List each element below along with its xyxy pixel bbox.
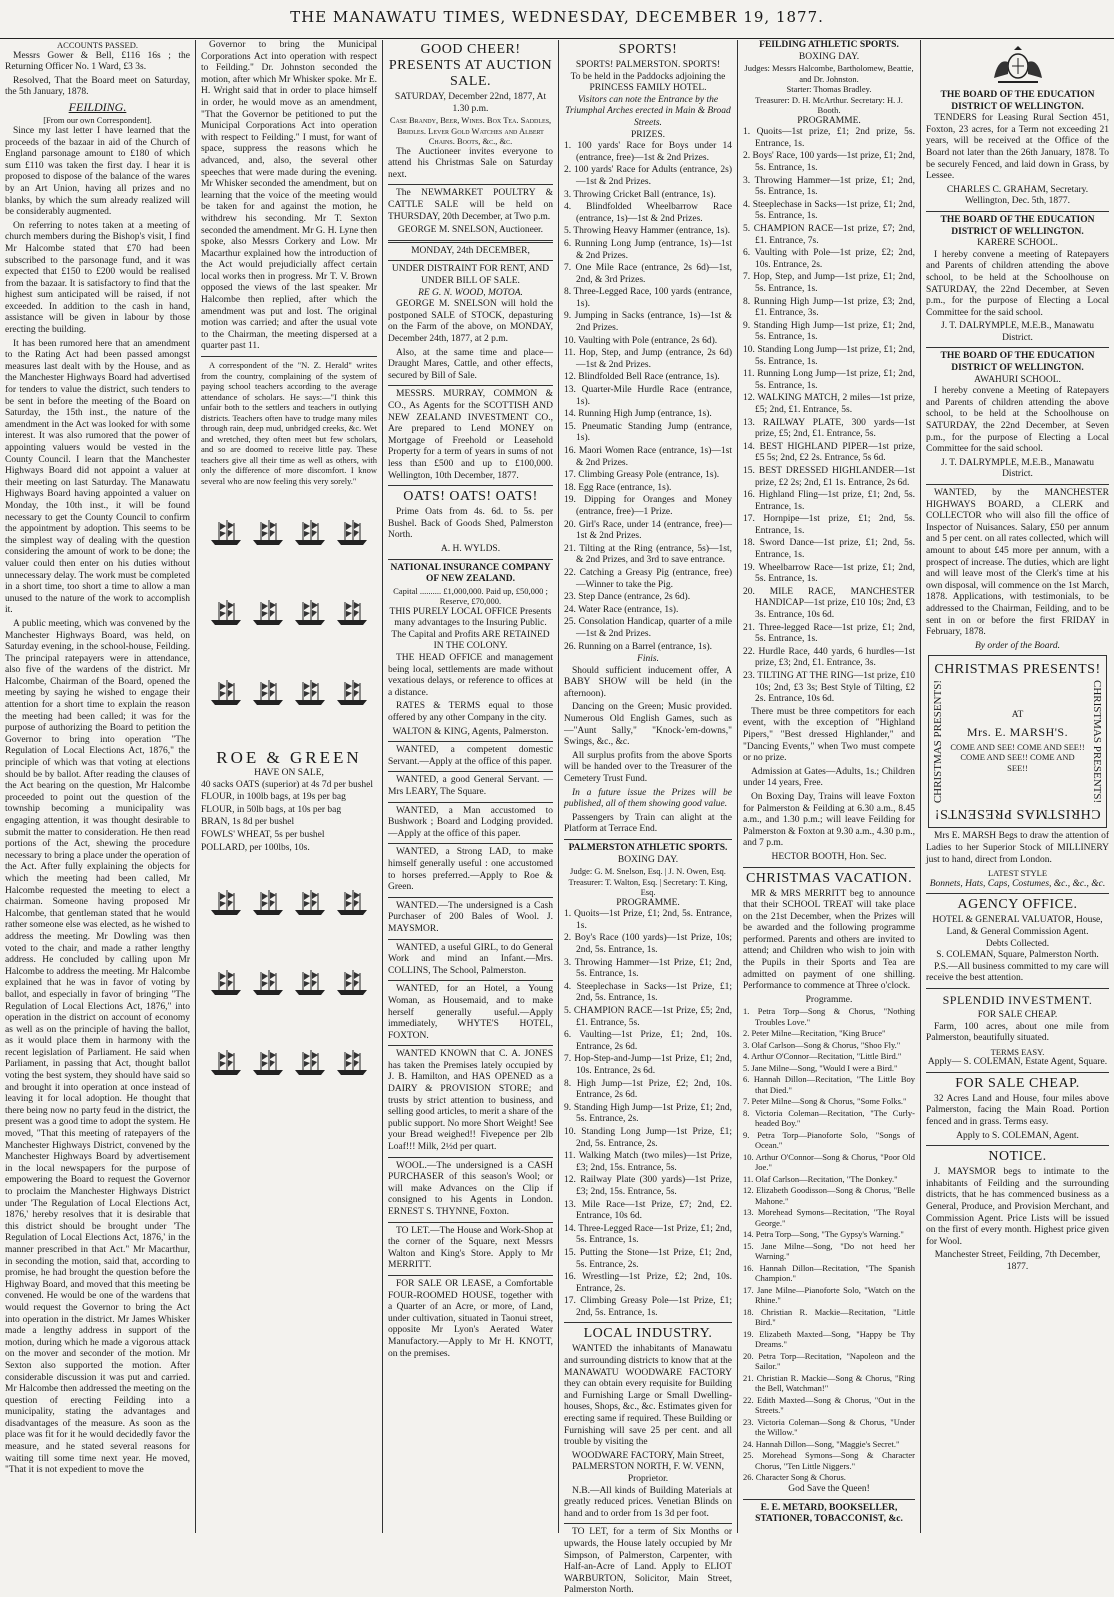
xp-name: Mrs. E. MARSH'S. <box>966 724 1069 739</box>
ship-icon <box>251 518 285 548</box>
divider <box>388 843 553 844</box>
ship-icon <box>293 678 327 708</box>
splendid-sub: FOR SALE CHEAP. <box>977 1009 1058 1020</box>
list-item: 15. BEST DRESSED HIGHLANDER—1st prize, £2 2s; 2nd, £1 1s. Entrance, 2s 6d. <box>743 465 915 488</box>
list-item: 13. Morehead Symons—Recitation, "The Royal George." <box>743 1207 915 1228</box>
roe-green-title: ROE & GREEN <box>216 748 362 768</box>
list-item: 14. Running High Jump (entrance, 1s). <box>564 409 712 420</box>
rates-text: RATES & TERMS equal to those offered by any other Company in the city. <box>388 701 553 724</box>
ship-icon <box>251 968 285 998</box>
board-sig: CHARLES C. GRAHAM, Secretary. Wellington, Dec. 5th, 1877. <box>946 184 1089 207</box>
good-cheer-note: The Auctioneer invites everyone to attend his Christmas Sale on Saturday next. <box>388 146 553 180</box>
wanted-ad: WANTED, a useful GIRL, to do General Work and mind an Infant.—Mrs. COLLINS, The School, Palmerston. <box>388 942 553 976</box>
divider <box>564 839 732 840</box>
surplus-text: All surplus profits from the above Sports will be handed over to the Treasurer of the Cemetery Trust Fund. <box>564 750 732 785</box>
list-item: 3. Throwing Hammer—1st prize, £1; 2nd, 5s. Entrance, 1s. <box>743 175 915 198</box>
article-para: Governor to bring the Municipal Corporations Act into operation with respect to Feilding." Dr. Johnston seconded the motion, after which Mr Whisker spoke. Mr E. H. Wright said that in order to place himself in order, he would move as an amendment, "That the Governor be petitioned to put the Municipal Corporations Act into operation with respect to Feilding." I must, for want of space, suppress the reasons which he advanced, and, also, the several other speeches that were made during the evening. Mr Whisker seconded the amendment, but on learning that the voice of the meeting would be taken for and against the motion, he withdrew his seconding. Mr T. Sexton seconded the amendment. Mr G. H. Lyne then spoke, also Messrs Corkery and Low. Mr Macarthur explained how the introduction of the Act would prejudicially affect certain local works then in progress. Mr T. V. Brown opposed the views of the last speaker. Mr Halcombe then replied, after which the amendment was put and lost. The original motion was carried; and after the usual vote to the Chairman, the meeting dispersed at a quarter past 11. <box>201 40 377 352</box>
list-item: 24. Water Race (entrance, 1s). <box>564 604 679 615</box>
xmas-vacation-heading: CHRISTMAS VACATION. <box>745 870 913 886</box>
royal-crest-icon <box>988 44 1048 86</box>
column-2 <box>196 40 382 1533</box>
list-item: 19. Wheelbarrow Race—1st prize, £1; 2nd, 5s. Entrance, 1s. <box>743 562 915 585</box>
distraint-line: UNDER DISTRAINT FOR RENT, AND UNDER BILL OF SALE. <box>391 264 550 287</box>
fas-list <box>743 127 915 706</box>
list-item: 5. CHAMPION RACE—1st Prize, £5; 2nd, £1. Entrance, 5s. <box>564 1006 732 1028</box>
list-item: 17. Climbing Greasy Pole—1st Prize, £1; 2nd, 5s. Entrance, 1s. <box>564 1296 732 1318</box>
list-item: 11. Olaf Carlson—Recitation, "The Donkey." <box>743 1173 898 1184</box>
divider <box>388 260 553 261</box>
coleman-sig: S. COLEMAN, Square, Palmerston North. <box>936 950 1099 961</box>
ship-icon <box>251 888 285 918</box>
roe-green-list <box>201 780 377 855</box>
ships-illustration <box>201 488 377 1108</box>
correspondent-line: [From our own Correspondent]. <box>43 115 152 126</box>
sports-heading: SPORTS! <box>618 42 678 57</box>
divider <box>564 1322 732 1323</box>
list-item: 19. Elizabeth Maxted—Song, "Happy be Thy Dreams." <box>743 1328 915 1350</box>
divider <box>388 184 553 185</box>
list-item: 14. Petra Torp—Song, "The Gypsy's Warning." <box>743 1229 904 1240</box>
agency-heading: AGENCY OFFICE. <box>957 897 1078 913</box>
board-text: I hereby convene a meeting of Ratepayers and Parents of children attending the above school, to be held at the Schoolhouse on SATURDAY, the 22nd December, at Seven p.m., for the purpose of Electing a Local Committee for the said school. <box>926 249 1109 318</box>
list-item: 10. Arthur O'Connor—Song & Chorus, "Poor Old Joe." <box>743 1151 915 1173</box>
sports-sub: SPORTS! PALMERSTON. SPORTS! <box>575 60 721 70</box>
sports-held: To be held in the Paddocks adjoining the PRINCESS FAMILY HOTEL. <box>570 71 726 94</box>
pas-programme: PROGRAMME. <box>616 897 680 908</box>
agency-text: HOTEL & GENERAL VALUATOR, House, Land, & General Commission Agent. <box>932 915 1103 937</box>
list-item: 16. Maori Women Race (entrance, 1s)—1st & 2nd Prizes. <box>564 446 732 468</box>
list-item: 7. Peter Milne—Song & Chorus, "Some Folks." <box>743 1096 907 1107</box>
pas-list <box>564 909 732 1319</box>
column-6 <box>921 40 1114 1533</box>
list-item: 15. Jane Milne—Song, "Do not heed her Warning." <box>743 1240 915 1262</box>
divider <box>743 1499 915 1500</box>
walton-sig: WALTON & KING, Agents, Palmerston. <box>392 726 549 737</box>
marsh-ad: Mrs E. MARSH Begs to draw the attention of Ladies to her Superior Stock of MILLINERY just to hand, direct from London. <box>926 831 1109 865</box>
splendid-text: Farm, 100 acres, about one mile from Palmerston, beautifully situated. <box>926 1021 1109 1044</box>
divider <box>388 1275 553 1276</box>
list-item: 15. Pneumatic Standing Jump (entrance, 1s). <box>564 421 732 444</box>
monday-line: MONDAY, 24th DECEMBER, <box>411 245 530 256</box>
roe-green-sub: HAVE ON SALE, <box>254 768 324 779</box>
ps-text: P.S.—All business committed to my care will receive the best attention. <box>926 961 1109 984</box>
list-item: 9. Standing High Jump—1st Prize, £1; 2nd, 5s. Entrance, 2s. <box>564 1102 732 1125</box>
masthead: THE MANAWATU TIMES, WEDNESDAY, DECEMBER 19, 1877. <box>0 0 1114 39</box>
list-item: 14. Three-Legged Race—1st Prize, £1; 2nd, 5s. Entrance, 1s. <box>564 1223 732 1246</box>
list-item: 8. Running High Jump—1st prize, £3; 2nd, £1. Entrance, 3s. <box>743 296 915 319</box>
ship-icon <box>251 678 285 708</box>
xp-inverted: CHRISTMAS PRESENTS! <box>934 806 1101 822</box>
board-heading: THE BOARD OF THE EDUCATION DISTRICT OF WELLINGTON. <box>940 214 1095 237</box>
list-item: 3. Throwing Cricket Ball (entrance, 1s). <box>564 189 716 200</box>
list-item: 9. Standing High Jump—1st prize, £1; 2nd, 5s. Entrance, 1s. <box>743 320 915 343</box>
list-item: 16. Highland Fling—1st prize, £1; 2nd, 5s. Entrance, 1s. <box>743 490 915 512</box>
pas-boxing: BOXING DAY. <box>617 854 679 865</box>
list-item: 17. Jane Milne—Pianoforte Solo, "Watch on the Rhine." <box>743 1284 915 1306</box>
divider <box>388 1222 553 1223</box>
fas-admission: Admission at Gates—Adults, 1s.; Children under 14 years, Free. <box>743 766 915 789</box>
local-industry-text: WANTED the inhabitants of Manawatu and surrounding districts to know that at the MANAWATU WOODWARE FACTORY they can obtain every requisite for Building and Furnishing Large or Small Dwelling-houses, Shops, &c., &c. Estimates given for erecting same if required. These Building or Furnishing will save 25 per cent. and all trouble by visiting the <box>564 1344 732 1448</box>
column-4 <box>559 40 737 1596</box>
list-item: BRAN, 1s 8d per bushel <box>201 817 295 828</box>
list-item: 2. 100 yards' Race for Adults (entrance, 2s)—1st & 2nd Prizes. <box>564 165 732 187</box>
ship-icon <box>335 1048 369 1078</box>
list-item: 17. Climbing Greasy Pole (entrance, 1s). <box>564 470 720 481</box>
xmas-vacation-text: MR & MRS MERRITT beg to announce that their SCHOOL TREAT will take place on the 21st December, when the Prizes will be awarded and the following programme performed. Parents and others are invited to attend; and Children who wish to join with the Pupils in their Sports and Tea are admitted on payment of one shilling. Performance to commence at Three o'clock. <box>743 888 915 992</box>
good-cheer-title: GOOD CHEER! PRESENTS AT AUCTION SALE. <box>388 42 553 89</box>
divider <box>388 802 553 803</box>
list-item: FOWLS' WHEAT, 5s per bushel <box>201 830 325 840</box>
list-item: 22. Catching a Greasy Pig (entrance, free)—Winner to take the Pig. <box>564 567 732 590</box>
board-sig: J. T. DALRYMPLE, M.E.B., Manawatu District. <box>941 457 1094 480</box>
list-item: 4. Blindfolded Wheelbarrow Race (entrance, 1s)—1st & 2nd Prizes. <box>564 202 732 224</box>
pas-heading: PALMERSTON ATHLETIC SPORTS. <box>568 843 728 853</box>
list-item: 13. RAILWAY PLATE, 300 yards—1st prize, £5; 2nd, £1. Entrance, 5s. <box>743 417 915 440</box>
notice-heading: NOTICE. <box>988 1149 1047 1165</box>
future-text: In a future issue the Prizes will be published, all of them showing good value. <box>564 787 732 810</box>
notice-text: J. MAYSMOR begs to intimate to the inhabitants of Feilding and the surrounding districts, that he has commenced business as a General, Produce, and Provision Merchant, and Commission Agent. Price Lists will be issued on the first of every month. Highest price given for Wool. <box>926 1167 1109 1247</box>
murray-ad: MESSRS. MURRAY, COMMON & CO., As Agents for the SCOTTISH AND NEW ZEALAND INVESTMENT CO., Are prepared to Lend MONEY on Mortgage of Freehold or Leasehold Property for a term of years in sums of not less than £500 and up to £100,000. Wellington, 10th December, 1877. <box>388 389 553 481</box>
article-para: Since my last letter I have learned that the proceeds of the bazaar in aid of the Church of England parsonage amount to £180 of which sum £110 was taken the first day. I hear it is proposed to dispose of the balance of the wares by an Art Union, having all prizes and no blanks, by which the sum already realized will be considerably augmented. <box>5 125 190 218</box>
ship-icon <box>293 1048 327 1078</box>
roe-green-ad <box>201 748 377 855</box>
wanted-ad: WANTED, for an Hotel, a Young Woman, as Housemaid, and to make herself generally useful.—Apply immediately, WHYTE'S HOTEL, FOXTON. <box>388 984 553 1041</box>
splendid-apply: Apply— S. COLEMAN, Estate Agent, Square. <box>927 1057 1108 1068</box>
list-item: 12. Blindfolded Bell Race (entrance, 1s). <box>564 372 720 383</box>
notice-sig: Manchester Street, Feilding, 7th December, 1877. <box>934 1250 1101 1272</box>
splendid-heading: SPLENDID INVESTMENT. <box>942 992 1093 1007</box>
newmarket-text: The NEWMARKET POULTRY & CATTLE SALE will be held on THURSDAY, 20th December, at Two p.m. <box>388 188 553 222</box>
list-item: 12. Elizabeth Goodisson—Song & Chorus, "Belle Mahone." <box>743 1185 915 1206</box>
accounts-heading: ACCOUNTS PASSED. <box>57 40 138 50</box>
sports-visitors: Visitors can note the Entrance by the Triumphal Arches erected in Main & Broad Streets. <box>565 94 731 128</box>
fsc-heading: FOR SALE CHEAP. <box>955 1075 1080 1091</box>
list-item: 24. Hannah Dillon—Song, "Maggie's Secret." <box>743 1438 900 1449</box>
wylds-sig: A. H. WYLDS. <box>440 543 501 554</box>
ship-icon <box>335 518 369 548</box>
list-item: 10. Standing Long Jump—1st Prize, £1; 2nd, 5s. Entrance, 2s. <box>564 1126 732 1149</box>
list-item: 22. Hurdle Race, 440 yards, 6 hurdles—1st prize, £3; 2nd, £1. Entrance, 3s. <box>743 646 915 669</box>
list-item: 25. Morehead Symons—Song & Character Chorus, "Ten Little Niggers." <box>743 1450 915 1471</box>
ship-icon <box>293 598 327 628</box>
ship-icon <box>293 888 327 918</box>
list-item: 12. WALKING MATCH, 2 miles—1st prize, £5; 2nd, £1. Entrance, 5s. <box>743 393 915 415</box>
ship-icon <box>209 968 243 998</box>
wanted-ad: WANTED.—The undersigned is a Cash Purchaser of 200 Bales of Wool. J. MAYSMOR. <box>388 900 553 934</box>
prog-list <box>743 1006 915 1483</box>
list-item: FLOUR, in 100lb bags, at 19s per bag <box>201 792 346 803</box>
clerk-sig: By order of the Board. <box>974 640 1061 651</box>
divider <box>201 356 377 357</box>
head-office-text: THE HEAD OFFICE and management being local, settlements are made without vexatious delays, or reference to offices at a distance. <box>388 653 553 698</box>
also-text: Also, at the same time and place—Draught Mares, Cattle, and other effects, secured by Bill of Sale. <box>388 347 553 381</box>
list-item: 6. Vaulting—1st Prize, £1; 2nd, 10s. Entrance, 2s 6d. <box>564 1030 732 1052</box>
list-item: 5. Throwing Heavy Hammer (entrance, 1s). <box>564 226 731 237</box>
divider <box>743 867 915 868</box>
article-para: A public meeting, which was convened by the Manchester Highways Board, was held, on Saturday evening, in the school-house, Feilding. The principal ratepayers were in attendance, also five of the wardens of the district. Mr Halcombe, Chairman of the Board, opened the meeting by saying he wished to engage their attention for a short time to explain the reason the meeting had been called; it was for the purpose of authorizing the Board to petition the Governor to bring into operation "The Regulation of Local Elections Act, 1876," the principle of which was that voting at elections should be by ballot. After reading the clauses of the Act bearing on the question, Mr Halcombe proceeded to point out the question of the township becoming a municipality was engaging attention, it was thought desirable to submit the matter to consideration. He then read portions of the Act, shewing the procedure necessary to bring a place under the operation of the Act. After fully explaining the objects for which the meeting had been called, Mr Halcombe requested the meeting to elect a chairman. Someone having proposed Mr Halcombe, that gentleman stated that he would rather someone else was elected, as he wished to address the meeting. Mr Dowling was then voted to the chair, and made a rather lengthy address. He concluded by calling upon Mr Halcombe to address the meeting. Mr Halcombe explained that he was in favor of voting by ballot, and especially in favor of bringing "The Regulation of Local Elections Act, 1876," into operation in the district on account of economy as well as on the principle of having the ballot, as it would place them in harmony with the recent legislation of Parliament. He said when Parliament, in passing that Act, thought ballot voting the best system, they should have said so and brought it into operation at once instead of leaving it for local adoption. He thought that there being now no party feud in the district, the present was a good time to adopt the system. He moved, "That this meeting of ratepayers of the Manchester Highways District, convened by the Manchester Highways Board by advertisement in the local newspapers for the purpose of empowering the Board to request the Governor to proclaim the Manchester Highways District under 'The Regulation of Local Elections Act, 1876,' hereby resolves that it is desirable that this district should be brought under 'The Regulation of Local Elections Act, 1876,' in the manner prescribed in that Act." Mr Macarthur, in seconding the motion, said that, according to promise, he had brought the question before the Highway Board, and moved that this meeting be convened. He would be one of the wardens that would request the Governor to bring the Act into operation in the district. Mr James Whisker made a lengthy address in support of the motion, during which he made a vigorous attack on the mover and seconder of the motion. Mr Sexton also supported the motion. After considerable discussion it was put and carried. Mr Halcombe then addressed the meeting on the question of erecting Feilding into a municipality, stating the advantages and disadvantages of the measure. As soon as the place was fit for it he would decidedly favor the measure, and he stated several reasons for waiting till some time next year. He moved, "That it is not expedient to move the <box>5 618 190 1476</box>
list-item: 2. Boy's Race (100 yards)—1st Prize, 10s; 2nd, 5s. Entrance, 1s. <box>564 933 732 956</box>
list-item: 25. Consolation Handicap, quarter of a mile—1st & 2nd Prizes. <box>564 617 732 639</box>
list-item: 2. Peter Milne—Recitation, "King Bruce" <box>743 1028 886 1039</box>
school-name: KARERE SCHOOL. <box>977 238 1058 249</box>
list-item: 11. Running Long Jump—1st prize, £1; 2nd, 5s. Entrance, 1s. <box>743 369 915 391</box>
xp-heading: CHRISTMAS PRESENTS! <box>934 662 1101 678</box>
list-item: FLOUR, in 50lb bags, at 10s per bag <box>201 804 342 815</box>
list-item: 6. Vaulting with Pole—1st prize, £2; 2nd, 10s. Entrance, 2s. <box>743 248 915 270</box>
list-item: 23. Step Dance (entrance, 2s 6d). <box>564 592 691 603</box>
list-item: 20. Girl's Race, under 14 (entrance, free)—1st & 2nd Prizes. <box>564 519 732 542</box>
list-item: 26. Character Song & Chorus. <box>743 1472 846 1483</box>
ship-icon <box>335 678 369 708</box>
divider <box>388 939 553 940</box>
list-item: 1. Quoits—1st prize, £1; 2nd prize, 5s. Entrance, 1s. <box>743 127 915 149</box>
xp-come1: COME AND SEE! COME AND SEE!! <box>950 741 1085 752</box>
baby-show: Should sufficient inducement offer, A BABY SHOW will be held (in the afternoon). <box>564 665 732 699</box>
re-line: RE G. N. WOOD, MOTOA. <box>418 287 523 298</box>
gms-text: GEORGE M. SNELSON will hold the postponed SALE of STOCK, depasturing on the Farm of the above, on MONDAY, December 24th, 1877, at 2 p.m. <box>388 299 553 344</box>
capital-line: Capital .......... £1,000,000. Paid up, £50,000 ; Reserve, £70,000. <box>393 585 548 607</box>
list-item: 6. Running Long Jump (entrance, 1s)—1st & 2nd Prizes. <box>564 238 732 261</box>
board-heading: THE BOARD OF THE EDUCATION DISTRICT OF WELLINGTON. <box>940 90 1095 112</box>
divider <box>388 385 553 386</box>
list-item: 18. Sword Dance—1st prize, £1; 2nd, 5s. Entrance, 1s. <box>743 538 915 561</box>
feilding-title: FEILDING. <box>68 99 127 114</box>
divider <box>926 1072 1109 1073</box>
list-item: 7. Hop-Step-and-Jump—1st Prize, £1; 2nd, 10s. Entrance, 2s 6d. <box>564 1054 732 1076</box>
prizes-heading: PRIZES. <box>630 129 666 140</box>
divider <box>926 211 1109 212</box>
accounts-text: Messrs Gower & Bell, £116 16s ; the Returning Officer No. 1 Ward, £3 3s. <box>5 50 190 73</box>
christmas-presents-box <box>928 655 1107 828</box>
list-item: 20. Petra Torp—Recitation, "Napoleon and the Sailor." <box>743 1350 915 1372</box>
wanted-ad: FOR SALE OR LEASE, a Comfortable FOUR-ROOMED HOUSE, together with a Quarter of an Acre, or more, of Land, under cultivation, situated in Taonui street, opposite Mr Lyon's Aerated Water Manufactory.—Apply to Mr H. KNOTT, on the premises. <box>388 1278 553 1359</box>
insurance-heading: NATIONAL INSURANCE COMPANY OF NEW ZEALAND. <box>390 562 551 585</box>
ship-icon <box>209 678 243 708</box>
list-item: POLLARD, per 100lbs, 10s. <box>201 842 310 853</box>
list-item: 11. Walking Match (two miles)—1st Prize, £3; 2nd, 15s. Entrance, 5s. <box>564 1151 732 1173</box>
board-sig: J. T. DALRYMPLE, M.E.B., Manawatu District. <box>941 321 1094 343</box>
list-item: 4. Arthur O'Connor—Recitation, "Little Bird." <box>743 1051 902 1062</box>
woodware-sig: WOODWARE FACTORY, Main Street, PALMERSTON NORTH, F. W. VENN, Proprietor. <box>571 1450 725 1484</box>
fas-boxing: BOXING DAY. <box>798 51 860 62</box>
finis: Finis. <box>637 654 659 665</box>
debts-collected: Debts Collected. <box>985 938 1050 949</box>
ship-icon <box>293 968 327 998</box>
board-text: I hereby convene a Meeting of Ratepayers and Parents of children attending the above school, to be held at the Schoolhouse on SATURDAY, the 22nd December, at Seven p.m., for the purpose of Electing a Local Committee for the said school. <box>926 386 1109 455</box>
list-item: 4. Steeplechase in Sacks—1st prize, £1; 2nd, 5s. Entrance, 1s. <box>743 199 915 222</box>
list-item: 8. High Jump—1st Prize, £2; 2nd, 10s. Entrance, 2s 6d. <box>564 1078 732 1101</box>
retained-text: The Capital and Profits ARE RETAINED IN THE COLONY. <box>391 629 550 652</box>
list-item: 23. TILTING AT THE RING—1st prize, £10 10s; 2nd, £3 3s; Best Style of Tilting, £2 2s. Entrance, 10s 6d. <box>743 671 915 705</box>
column-1 <box>0 40 195 1533</box>
list-item: 40 sacks OATS (superior) at 4s 7d per bushel <box>201 779 374 790</box>
ship-icon <box>209 888 243 918</box>
list-item: 7. One Mile Race (entrance, 2s 6d)—1st, 2nd, & 3rd Prizes. <box>564 263 732 285</box>
ship-icon <box>335 968 369 998</box>
divider <box>388 897 553 898</box>
list-item: 1. Petra Torp—Song & Chorus, "Nothing Troubles Love." <box>743 1006 915 1027</box>
list-item: 4. Steeplechase in Sacks—1st Prize, £1; 2nd, 5s. Entrance, 1s. <box>564 981 732 1004</box>
xp-at: AT <box>1011 710 1024 721</box>
good-cheer-items: Case Brandy, Beer, Wines. Box Tea. Saddles, Bridles. Lever Gold Watches and Albert Chains. Boots, &c., &c. <box>389 115 552 147</box>
metard-ad: E. E. METARD, BOOKSELLER, STATIONER, TOBACCONIST, &c. <box>755 1502 903 1525</box>
column-3 <box>383 40 558 1533</box>
list-item: 21. Christian R. Mackie—Song & Chorus, "Ring the Bell, Watchman!" <box>743 1372 915 1394</box>
wanted-ad: WANTED KNOWN that C. A. JONES has taken the Premises lately occupied by J. B. Hamilton, and HAS OPENED as a DAIRY & PROVISION STORE; and trusts by strict attention to business, and selling good articles, to merit a share of the public support. No more Short Weight! See your Bread weighed!! Fivepence per 2lb Loaf!!! Milk, 2½d per quart. <box>388 1049 553 1153</box>
board-text: TENDERS for Leasing Rural Section 451, Foxton, 23 acres, for a Term not exceeding 21 years, will be received at the Office of the Board not later than the 26th January, 1878. To be securely Fenced, and laid down in Grass, by Lessee. <box>926 113 1109 182</box>
dancing-text: Dancing on the Green; Music provided. Numerous Old English Games, such as—"Aunt Sally," "Knock-'em-downs," Swings, &c., &c. <box>564 702 732 748</box>
herald-para: A correspondent of the "N. Z. Herald" writes from the country, complaining of the system of paying school teachers according to the average attendance of scholars. He says:—"I think this unfair both to the settlers and teachers in outlying districts. Teachers often have to trudge many miles through rain, deep mud, unbridged creeks, &c. Wet and wretched, they often meet but few scholars, and so are doomed to receive little pay. These teachers give all their time as well as others, with only the difference of more discomfort. I know several who are now feeling this very sorely." <box>201 360 377 486</box>
prizes-list <box>564 141 732 653</box>
ship-icon <box>209 1048 243 1078</box>
ship-icon <box>251 1048 285 1078</box>
list-item: 16. Hannah Dillon—Recitation, "The Spanish Champion." <box>743 1262 915 1284</box>
wanted-ad: WANTED, a Man accustomed to Bushwork ; Board and Lodging provided.—Apply at the office of this paper. <box>388 805 553 839</box>
list-item: 9. Jumping in Sacks (entrance, 1s)—1st & 2nd Prizes. <box>564 311 732 334</box>
list-item: 14. BEST HIGHLAND PIPER—1st prize, £5 5s; 2nd, £2 2s. Entrance, 5s 6d. <box>743 441 915 464</box>
oats-text: Prime Oats from 4s. 6d. to 5s. per Bushel. Back of Goods Shed, Palmerston North. <box>388 507 553 541</box>
local-industry-heading: LOCAL INDUSTRY. <box>583 1326 713 1342</box>
clerk-wanted: WANTED, by the MANCHESTER HIGHWAYS BOARD, a CLERK and COLLECTOR who will also fill the office of Inspector of Nuisances. Salary, £50 per annum and 5 per cent. on all rates collected, which will amount to about £45 more per annum, with a prospect of increase. The duties, which are light and will leave most of the Clerk's time at his own disposal, will commence on the 1st March, 1878. Applications, with testimonials, to be addressed to the Chairman, Feilding, and to be sent in on or before the first FRIDAY in February, 1878. <box>926 488 1109 638</box>
list-item: 7. Hop, Step, and Jump—1st prize, £1; 2nd, 5s. Entrance, 1s. <box>743 272 915 294</box>
nb-text: N.B.—All kinds of Building Materials at greatly reduced prices. Venetian Blinds on hand and to order from 1s 3d per foot. <box>564 1485 732 1519</box>
fas-programme: PROGRAMME. <box>797 115 861 126</box>
list-item: 18. Egg Race (entrance, 1s). <box>564 482 672 493</box>
divider <box>926 988 1109 989</box>
list-item: 15. Putting the Stone—1st Prize, £1; 2nd, 5s. Entrance, 2s. <box>564 1247 732 1270</box>
column-5 <box>738 40 920 1533</box>
list-item: 26. Running on a Barrel (entrance, 1s). <box>564 641 712 652</box>
divider <box>388 771 553 772</box>
divider <box>388 240 553 243</box>
list-item: 13. Mile Race—1st Prize, £7; 2nd, £2. Entrance, 10s 6d. <box>564 1199 732 1222</box>
fas-heading: FEILDING ATHLETIC SPORTS. <box>759 40 899 50</box>
fsc-text: 32 Acres Land and House, four miles above Palmerston, facing the Main Road. Portion fenced and in grass. Terms easy. <box>926 1093 1109 1127</box>
list-item: 17. Hornpipe—1st prize, £1; 2nd, 5s. Entrance, 1s. <box>743 514 915 536</box>
divider <box>564 1523 732 1524</box>
terms-easy: TERMS EASY. <box>990 1046 1045 1057</box>
fas-starter: Starter: Thomas Bradley. <box>786 84 872 95</box>
article-para: On referring to notes taken at a meeting of church members during the Bishop's visit, I find Mr Halcombe stated that £70 had been subscribed to the parsonage fund, and it was expected that £150 to £200 would be realised from the bazaar. It is satisfactory to find that the highest sum anticipated will be raised, if not exceeded. In addition to the cash in hand, assistance will be given in labour by those erecting the building. <box>5 220 190 336</box>
fas-note: There must be three competitors for each event, with the exception of "Highland Pipers," "Best dressed Highlander," and "Dancing Events," when Two must compete or no prize. <box>743 706 915 764</box>
fas-treasurer: Treasurer: D. H. McArthur. Secretary: H. J. Booth. <box>755 94 903 116</box>
passengers-text: Passengers by Train can alight at the Platform at Terrace End. <box>564 812 732 835</box>
fas-trains: On Boxing Day, Trains will leave Foxton for Palmerston & Feilding at 6.30 a.m., 8.45 a.m., and 1.30 p.m.; will leave Feilding for Palmerston & Foxton at 9.30 a.m., 4.30 p.m., and 7 p.m. <box>743 791 915 849</box>
wanted-ad: TO LET.—The House and Work-Shop at the corner of the Square, next Messrs Walton and King's Store. Apply to Mr MERRITT. <box>388 1225 553 1271</box>
bonnets-line: Bonnets, Hats, Caps, Costumes, &c., &c., &c. <box>929 878 1106 889</box>
list-item: 13. Quarter-Mile Hurdle Race (entrance, 1s). <box>564 385 732 407</box>
list-item: 3. Olaf Carlson—Song & Chorus, "Shoo Fly." <box>743 1039 901 1050</box>
fas-judges: Judges: Messrs Halcombe, Bartholomew, Beattie, and Dr. Johnston. <box>744 63 914 84</box>
ship-icon <box>209 518 243 548</box>
divider <box>926 1145 1109 1146</box>
list-item: 21. Tilting at the Ring (entrance, 5s)—1st, & 2nd Prizes, and 3rd to save entrance. <box>564 543 732 566</box>
list-item: 10. Vaulting with Pole (entrance, 2s 6d). <box>564 335 718 346</box>
list-item: 5. CHAMPION RACE—1st prize, £7; 2nd, £1. Entrance, 7s. <box>743 224 915 246</box>
list-item: 2. Boys' Race, 100 yards—1st prize, £1; 2nd, 5s. Entrance, 1s. <box>743 151 915 174</box>
snelson-sig: GEORGE M. SNELSON, Auctioneer. <box>397 225 544 236</box>
divider <box>388 741 553 742</box>
pas-officials: Judge: G. M. Snelson, Esq. | J. N. Owen, Esq. Treasurer: T. Walton, Esq. | Secretary: T. King, Esq. <box>568 866 728 898</box>
list-item: 3. Throwing Hammer—1st Prize, £1; 2nd, 5s. Entrance, 1s. <box>564 957 732 980</box>
prog-heading: Programme. <box>805 994 853 1005</box>
list-item: 8. Victoria Coleman—Recitation, "The Curly-headed Boy." <box>743 1107 915 1129</box>
to-let-ad: TO LET, for a term of Six Months or upwards, the House lately occupied by Mr Simpson, of Palmerston, Carpenter, with Half-an-Acre of Land. Apply to ELIOT WARBURTON, Solicitor, Main Street, Palmerston North. <box>564 1527 732 1596</box>
list-item: 5. Jane Milne—Song, "Would I were a Bird." <box>743 1062 898 1073</box>
divider <box>388 485 553 486</box>
list-item: 8. Three-Legged Race, 100 yards (entrance, 1s). <box>564 287 732 309</box>
list-item: 18. Christian R. Mackie—Recitation, "Little Bird." <box>743 1306 915 1328</box>
wanted-ad: WANTED, a Strong LAD, to make himself generally useful : one accustomed to horses preferred.—Apply to Roe & Green. <box>388 847 553 893</box>
ship-icon <box>335 888 369 918</box>
resolved-text: Resolved, That the Board meet on Saturday, the 5th January, 1878. <box>5 75 190 98</box>
article-para: It has been rumored here that an amendment to the Rating Act had been passed amongst measures last dealt with by the House, and as the Manchester Highways Board had advertised for tenders to value the district, such tenders to be sent in before the meeting of the Board on Saturday, the 15th inst., the nature of the amendment in the Act was looked for with some interest. It was also rumored that the power of appointing valuers would be vested in the County Council. I learn that the Manchester Highways Board did not appoint a valuer at their meeting on last Saturday. The Manawatu Highways Board having appointed a valuer on Monday, the 10th inst., it will be found necessary to get the County Council to confirm the appointment by adoption. This seems to be the simplest way of dealing with the question considering the amount of work to be done; the valuer could then enter on his duties without unnecessary delay. The work must be completed in a short time, too short a time to allow a man unused to the nature of the work to accomplish it. <box>5 338 190 616</box>
divider <box>926 893 1109 894</box>
latest-style: LATEST STYLE <box>987 868 1048 879</box>
divider <box>926 347 1109 348</box>
divider <box>926 484 1109 485</box>
list-item: 11. Hop, Step, and Jump (entrance, 2s 6d)—1st & 2nd Prizes. <box>564 348 732 370</box>
list-item: 10. Standing Long Jump—1st prize, £1; 2nd, 5s. Entrance, 1s. <box>743 344 915 367</box>
list-item: 22. Edith Maxted—Song & Chorus, "Out in the Streets." <box>743 1394 915 1416</box>
list-item: 19. Dipping for Oranges and Money (entrance, free)—1 Prize. <box>564 495 732 517</box>
hector-sig: HECTOR BOOTH, Hon. Sec. <box>771 851 887 862</box>
list-item: 1. 100 yards' Race for Boys under 14 (entrance, free)—1st & 2nd Prizes. <box>564 141 732 163</box>
ship-icon <box>251 598 285 628</box>
wanted-ad: WANTED, a competent domestic Servant.—Apply at the office of this paper. <box>388 745 553 767</box>
divider <box>388 1157 553 1158</box>
ship-icon <box>209 598 243 628</box>
wanted-ad: WOOL.—The undersigned is a CASH PURCHASER of this season's Wool; or will make Advances on the Clip if consigned to his Agents in London. ERNEST S. THYNNE, Foxton. <box>388 1160 553 1217</box>
list-item: 12. Railway Plate (300 yards)—1st Prize, £3; 2nd, 15s. Entrance, 5s. <box>564 1175 732 1197</box>
god-save: God Save the Queen! <box>788 1483 870 1494</box>
list-item: 1. Quoits—1st Prize, £1; 2nd, 5s. Entrance, 1s. <box>564 909 732 931</box>
xp-side-left: CHRISTMAS PRESENTS! <box>932 680 944 804</box>
school-name: AWAHURI SCHOOL. <box>974 374 1061 385</box>
wanted-ad: WANTED, a good General Servant. —Mrs LEARY, The Square. <box>388 775 553 797</box>
list-item: 21. Three-legged Race—1st prize, £1; 2nd, 5s. Entrance, 1s. <box>743 622 915 645</box>
divider <box>388 1045 553 1046</box>
divider <box>388 980 553 981</box>
ship-icon <box>335 598 369 628</box>
list-item: 16. Wrestling—1st Prize, £2; 2nd, 10s. Entrance, 2s. <box>564 1272 732 1294</box>
board-heading: THE BOARD OF THE EDUCATION DISTRICT OF WELLINGTON. <box>940 351 1095 374</box>
xp-side-right: CHRISTMAS PRESENTS! <box>1091 680 1103 804</box>
insurance-text: THIS PURELY LOCAL OFFICE Presents many advantages to the Insuring Public. <box>389 606 552 629</box>
fsc-apply: Apply to S. COLEMAN, Agent. <box>956 1130 1079 1141</box>
list-item: 6. Hannah Dillon—Recitation, "The Little Boy that Died." <box>743 1074 915 1095</box>
good-cheer-date: SATURDAY, December 22nd, 1877, At 1.30 p.m. <box>394 92 547 114</box>
xp-come2: COME AND SEE!! COME AND SEE!! <box>960 752 1075 773</box>
list-item: 9. Petra Torp—Pianoforte Solo, "Songs of Ocean." <box>743 1129 915 1151</box>
oats-heading: OATS! OATS! OATS! <box>403 489 538 505</box>
list-item: 23. Victoria Coleman—Song & Chorus, "Under the Willow." <box>743 1416 915 1438</box>
ship-icon <box>293 518 327 548</box>
divider <box>388 559 553 560</box>
list-item: 20. MILE RACE, MANCHESTER HANDICAP—1st prize, £10 10s; 2nd, £3 3s. Entrance, 10s 6d. <box>743 586 915 621</box>
